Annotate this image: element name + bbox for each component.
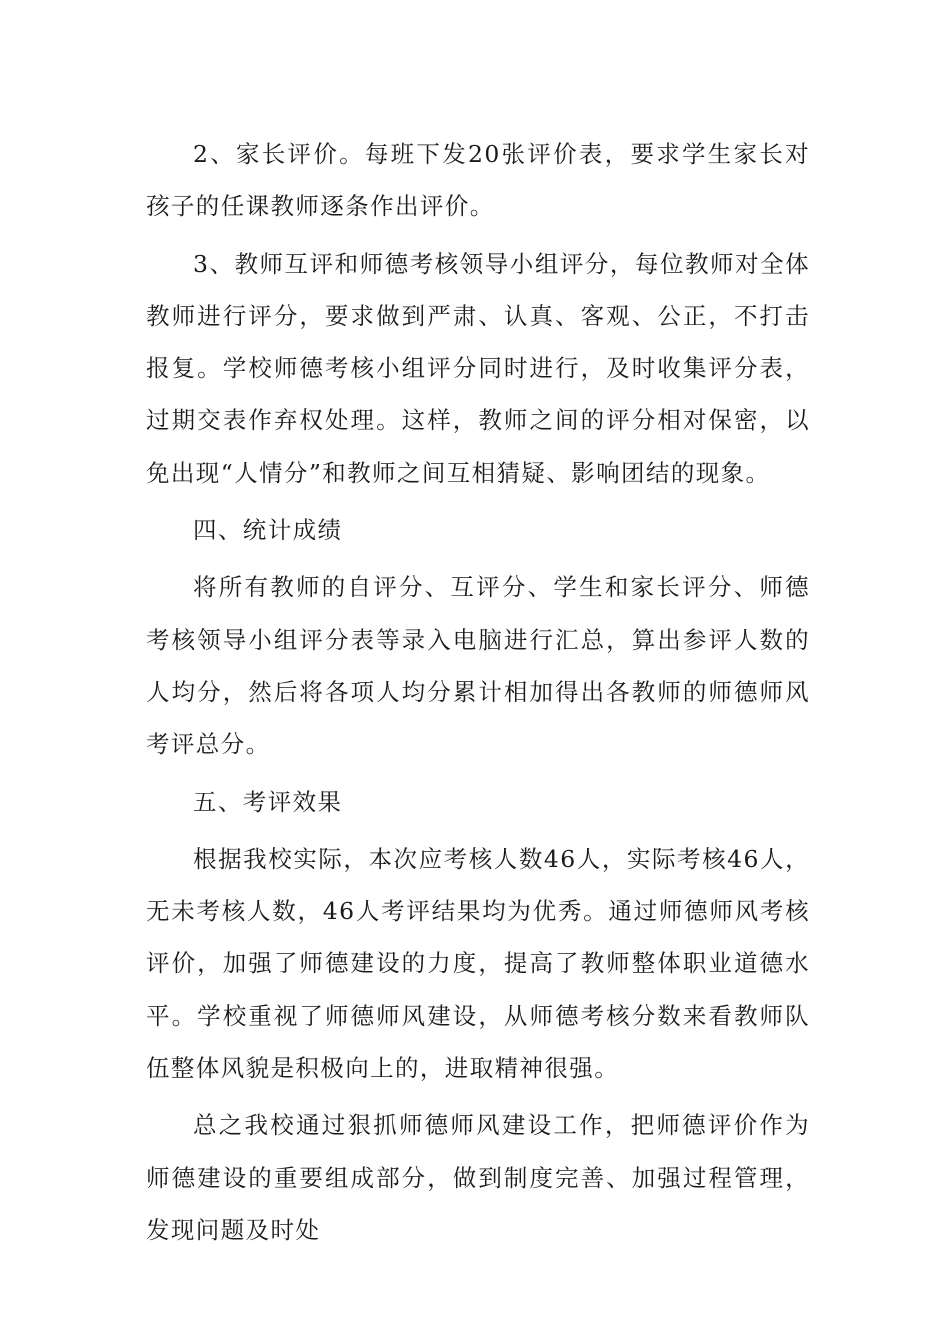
paragraph-results: 根据我校实际，本次应考核人数46人，实际考核46人，无未考核人数，46人考评结果均为优秀。通过师德师风考核评价，加强了师德建设的力度，提高了教师整体职业道德水平。学校重视了师德师风建设，从师德考核分数来看教师队伍整体风貌是积极向上的，进取精神很强。 [146, 844, 810, 1083]
paragraph-conclusion: 总之我校通过狠抓师德师风建设工作，把师德评价作为师德建设的重要组成部分，做到制度完善、加强过程管理，发现问题及时处 [146, 1111, 810, 1244]
section-heading-results: 五、考评效果 [193, 787, 343, 816]
paragraph-statistics: 将所有教师的自评分、互评分、学生和家长评分、师德考核领导小组评分表等录入电脑进行汇总，算出参评人数的人均分，然后将各项人均分累计相加得出各教师的师德师风考评总分。 [146, 573, 810, 759]
paragraph-peer-evaluation: 3、教师互评和师德考核领导小组评分，每位教师对全体教师进行评分，要求做到严肃、认真、客观、公正，不打击报复。学校师德考核小组评分同时进行，及时收集评分表，过期交表作弃权处理。这样，教师之间的评分相对保密，以免出现“人情分”和教师之间互相猜疑、影响团结的现象。 [146, 249, 810, 487]
document-body [146, 128, 810, 1261]
paragraph-parent-evaluation: 2、家长评价。每班下发20张评价表，要求学生家长对孩子的任课教师逐条作出评价。 [146, 140, 810, 221]
section-heading-statistics: 四、统计成绩 [193, 516, 343, 545]
